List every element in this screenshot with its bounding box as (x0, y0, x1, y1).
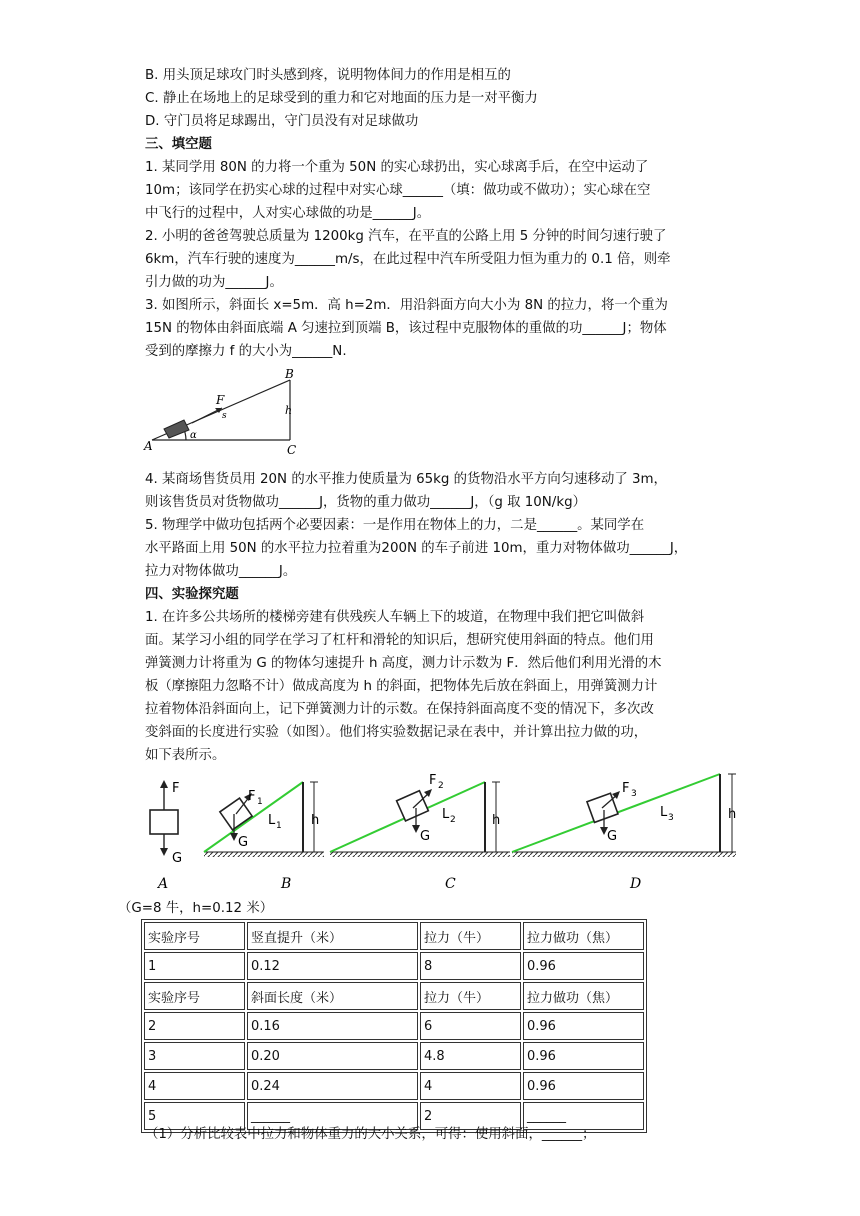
c-label-F: F (429, 773, 437, 788)
given-values: （G=8 牛，h=0.12 米） (118, 901, 274, 916)
table-cell: 3 (144, 1042, 245, 1070)
label-s: s (222, 411, 227, 421)
table-cell: ______ (523, 1102, 644, 1130)
b-label-G: G (238, 835, 249, 850)
fill-q5-line3: 拉力对物体做功______J。 (145, 564, 297, 579)
experiment-figure (140, 770, 740, 895)
c-label-G: G (420, 829, 431, 844)
d-label-h: h (728, 807, 737, 822)
fill-q2-line3: 引力做的功为______J。 (145, 275, 283, 290)
table-cell: 0.96 (523, 1072, 644, 1100)
label-alpha: α (190, 430, 197, 441)
panel-c (330, 773, 510, 892)
exp-line2: 面。某学习小组的同学在学习了杠杆和滑轮的知识后，想研究使用斜面的特点。他们用 (145, 633, 654, 648)
exp-line3: 弹簧测力计将重为 G 的物体匀速提升 h 高度，测力计示数为 F．然后他们利用光滑的木 (145, 656, 662, 671)
c-label-F-sub: 2 (438, 781, 444, 791)
d-label-L: L (660, 805, 668, 820)
table-cell: 拉力（牛） (420, 982, 521, 1010)
b-label-L: L (268, 813, 276, 828)
table-cell: 0.96 (523, 952, 644, 980)
d-label-L-sub: 3 (668, 813, 674, 823)
caption-a: A (158, 876, 169, 892)
table-cell: 斜面长度（米） (247, 982, 418, 1010)
fill-q4-line1: 4. 某商场售货员用 20N 的水平推力使质量为 65kg 的货物沿水平方向匀速移动了 3m， (145, 472, 667, 487)
fill-q5-line1: 5. 物理学中做功包括两个必要因素：一是作用在物体上的力，二是______。某同学在 (145, 518, 645, 533)
panel-d (512, 774, 736, 892)
label-f: F (216, 393, 225, 407)
table-cell: 0.96 (523, 1042, 644, 1070)
table-cell: 2 (420, 1102, 521, 1130)
table-cell: 5 (144, 1102, 245, 1130)
analysis-question-1: （1）分析比较表中拉力和物体重力的大小关系，可得：使用斜面，______； (145, 1127, 596, 1142)
table-cell: 2 (144, 1012, 245, 1040)
c-label-h: h (492, 813, 501, 828)
table-cell: 0.24 (247, 1072, 418, 1100)
label-c: C (287, 443, 297, 456)
panel-b (204, 782, 324, 892)
table-row (144, 1072, 644, 1100)
exp-line5: 拉着物体沿斜面向上，记下弹簧测力计的示数。在保持斜面高度不变的情况下，多次改 (145, 702, 654, 717)
b-label-L-sub: 1 (276, 821, 282, 831)
caption-d: D (630, 876, 642, 892)
table-cell: 0.96 (523, 1012, 644, 1040)
fill-q5-line2: 水平路面上用 50N 的水平拉力拉着重为200N 的车子前进 10m，重力对物体做功______J， (145, 541, 688, 556)
block-c-icon (397, 791, 429, 821)
fill-q1-line2: 10m；该同学在扔实心球的过程中对实心球______（填：做功或不做功）；实心球在空 (145, 183, 651, 198)
exp-line7: 如下表所示。 (145, 748, 226, 763)
d-label-F-sub: 3 (631, 789, 637, 799)
table-row (144, 1012, 644, 1040)
c-label-L: L (442, 807, 450, 822)
section-title-fill: 三、填空题 (145, 137, 212, 152)
fill-q3-line3: 受到的摩擦力 f 的大小为______N. (145, 344, 347, 359)
table-cell: 实验序号 (144, 982, 245, 1010)
fill-q2-line2: 6km，汽车行驶的速度为______m/s，在此过程中汽车所受阻力恒为重力的 0.1 倍，则牵 (145, 252, 671, 267)
fill-q2-line1: 2. 小明的爸爸驾驶总质量为 1200kg 汽车，在平直的公路上用 5 分钟的时间匀速行驶了 (145, 229, 667, 244)
table-cell: 拉力（牛） (420, 922, 521, 950)
block-a-icon (150, 810, 178, 834)
table-cell: 实验序号 (144, 922, 245, 950)
data-table (141, 919, 647, 1133)
table-cell: 0.12 (247, 952, 418, 980)
exp-line1: 1. 在许多公共场所的楼梯旁建有供残疾人车辆上下的坡道，在物理中我们把它叫做斜 (145, 610, 645, 625)
table-cell: 竖直提升（米） (247, 922, 418, 950)
section-title-experiment: 四、实验探究题 (145, 587, 239, 602)
table-row (144, 1042, 644, 1070)
d-label-F: F (622, 781, 630, 796)
choice-c: C. 静止在场地上的足球受到的重力和它对地面的压力是一对平衡力 (145, 91, 538, 106)
table-cell: ______ (247, 1102, 418, 1130)
d-label-G: G (607, 829, 618, 844)
b-label-F: F (248, 789, 256, 804)
fill-q3-line1: 3. 如图所示，斜面长 x=5m．高 h=2m．用沿斜面方向大小为 8N 的拉力，将一个重为 (145, 298, 668, 313)
label-b: B (285, 367, 294, 381)
fill-q4-line2: 则该售货员对货物做功______J，货物的重力做功______J，（g 取 10N/kg） (145, 495, 586, 510)
exp-line6: 变斜面的长度进行实验（如图）。他们将实验数据记录在表中，并计算出拉力做的功， (145, 725, 648, 740)
table-row (144, 952, 644, 980)
table-cell: 4.8 (420, 1042, 521, 1070)
table-cell: 拉力做功（焦） (523, 982, 644, 1010)
c-label-L-sub: 2 (450, 815, 456, 825)
fill-q1-line1: 1. 某同学用 80N 的力将一个重为 50N 的实心球扔出，实心球离手后，在空中运动了 (145, 160, 649, 175)
b-label-F-sub: 1 (257, 797, 263, 807)
label-a: A (144, 439, 153, 453)
table-cell: 0.16 (247, 1012, 418, 1040)
label-h: h (285, 404, 293, 417)
exp-line4: 板（摩擦阻力忽略不计）做成高度为 h 的斜面，把物体先后放在斜面上，用弹簧测力计 (145, 679, 658, 694)
table-cell: 4 (420, 1072, 521, 1100)
table-row (144, 982, 644, 1010)
caption-b: B (281, 876, 292, 892)
b-label-h: h (311, 813, 320, 828)
table-row (144, 922, 644, 950)
fig2-label-G: G (172, 851, 183, 866)
fill-q3-line2: 15N 的物体由斜面底端 A 匀速拉到顶端 B，该过程中克服物体的重做的功______J；物体 (145, 321, 667, 336)
table-cell: 1 (144, 952, 245, 980)
table-cell: 6 (420, 1012, 521, 1040)
table-cell: 0.20 (247, 1042, 418, 1070)
caption-c: C (445, 876, 456, 892)
fill-q1-line3: 中飞行的过程中，人对实心球做的功是______J。 (145, 206, 431, 221)
incline-figure (140, 366, 310, 456)
fig2-label-F: F (172, 781, 180, 796)
table-cell: 4 (144, 1072, 245, 1100)
table-cell: 拉力做功（焦） (523, 922, 644, 950)
table-cell: 8 (420, 952, 521, 980)
choice-b: B. 用头顶足球攻门时头感到疼，说明物体间力的作用是相互的 (145, 68, 511, 83)
panel-a (150, 780, 182, 892)
choice-d: D. 守门员将足球踢出，守门员没有对足球做功 (145, 114, 419, 129)
